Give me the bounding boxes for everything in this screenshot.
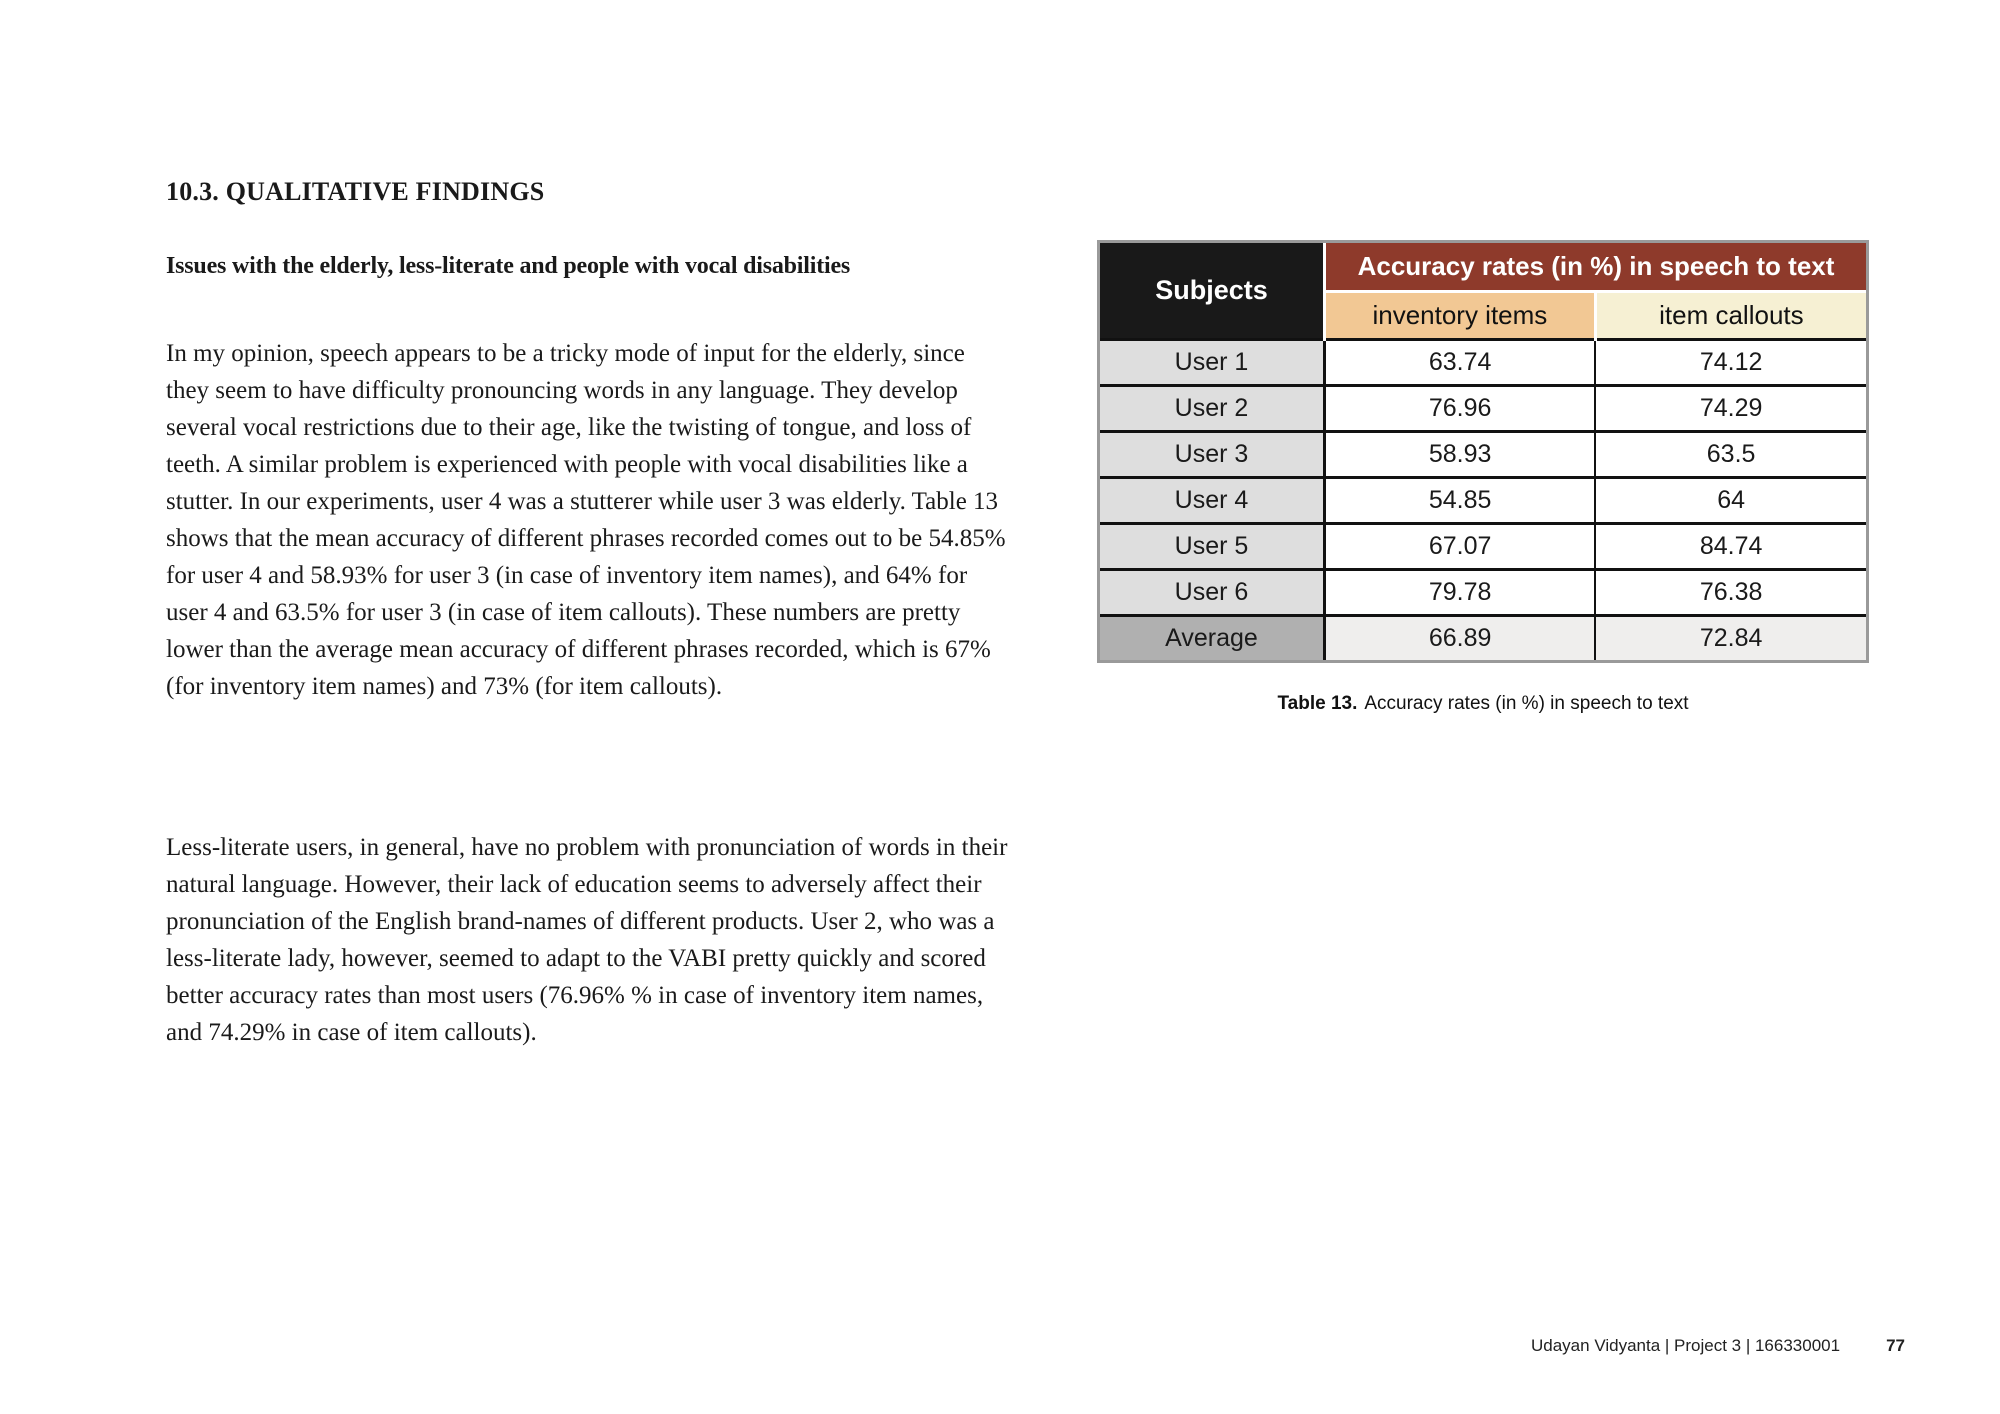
section-heading: 10.3. QUALITATIVE FINDINGS: [166, 177, 545, 207]
subsection-heading: Issues with the elderly, less-literate and people with vocal disabilities: [166, 252, 851, 279]
accuracy-table-header: [1100, 243, 1866, 340]
table-column-header-item-callouts: item callouts: [1595, 292, 1866, 340]
table-row: [1100, 386, 1866, 432]
table-caption-text: Accuracy rates (in %) in speech to text: [1364, 693, 1689, 714]
table-corner-header: Subjects: [1100, 243, 1325, 340]
table-cell-subject: User 5: [1100, 524, 1325, 570]
table-group-header: Accuracy rates (in %) in speech to text: [1325, 243, 1867, 292]
table-cell-item-callouts: 74.29: [1595, 386, 1866, 432]
table-cell-item-callouts: 76.38: [1595, 570, 1866, 616]
table-cell-inventory-items: 58.93: [1325, 432, 1596, 478]
table-cell-subject: User 4: [1100, 478, 1325, 524]
table-cell-inventory-items: 63.74: [1325, 340, 1596, 386]
table-row: [1100, 478, 1866, 524]
table-cell-subject: Average: [1100, 616, 1325, 661]
table-row: [1100, 340, 1866, 386]
table-cell-item-callouts: 72.84: [1595, 616, 1866, 661]
table-row: [1100, 570, 1866, 616]
table-cell-subject: User 1: [1100, 340, 1325, 386]
accuracy-table-block: [1097, 240, 1869, 715]
table-caption: [1097, 693, 1869, 715]
table-caption-label: Table 13.: [1277, 693, 1358, 714]
table-cell-item-callouts: 84.74: [1595, 524, 1866, 570]
table-cell-inventory-items: 54.85: [1325, 478, 1596, 524]
accuracy-table-frame: [1097, 240, 1869, 663]
body-paragraph-2: Less-literate users, in general, have no problem with pronunciation of words in their natural language. However, their lack of education seems to adversely affect their pronunciation of the English brand-names of different products. User 2, who was a less-literate lady, however, seemed to adapt to the VABI pretty quickly and scored better accuracy rates than most users (76.96% % in case of inventory item names, and 74.29% in case of item callouts).: [166, 834, 1008, 1046]
table-cell-inventory-items: 67.07: [1325, 524, 1596, 570]
table-column-header-inventory-items: inventory items: [1325, 292, 1596, 340]
footer-author-project: Udayan Vidyanta | Project 3 | 166330001: [1531, 1336, 1841, 1355]
table-cell-item-callouts: 64: [1595, 478, 1866, 524]
accuracy-table: [1100, 243, 1866, 660]
table-row: [1100, 432, 1866, 478]
table-row: [1100, 524, 1866, 570]
table-cell-item-callouts: 74.12: [1595, 340, 1866, 386]
table-cell-inventory-items: 66.89: [1325, 616, 1596, 661]
body-paragraph-1: In my opinion, speech appears to be a tricky mode of input for the elderly, since they seem to have difficulty pronouncing words in any language. They develop several vocal restrictions due to their age, like the twisting of tongue, and loss of teeth. A similar problem is experienced with people with vocal disabilities like a stutter. In our experiments, user 4 was a stutterer while user 3 was elderly. Table 13 shows that the mean accuracy of different phrases recorded comes out to be 54.85% for user 4 and 58.93% for user 3 (in case of inventory item names), and 64% for user 4 and 63.5% for user 3 (in case of item callouts). These numbers are pretty lower than the average mean accuracy of different phrases recorded, which is 67% (for inventory item names) and 73% (for item callouts).: [166, 340, 1006, 700]
table-cell-subject: User 2: [1100, 386, 1325, 432]
table-row: [1100, 616, 1866, 661]
table-cell-item-callouts: 63.5: [1595, 432, 1866, 478]
table-cell-subject: User 3: [1100, 432, 1325, 478]
table-cell-inventory-items: 79.78: [1325, 570, 1596, 616]
page-number: 77: [1886, 1336, 1905, 1355]
table-body: [1100, 340, 1866, 661]
table-cell-inventory-items: 76.96: [1325, 386, 1596, 432]
table-cell-subject: User 6: [1100, 570, 1325, 616]
page-footer: [1531, 1336, 1905, 1356]
